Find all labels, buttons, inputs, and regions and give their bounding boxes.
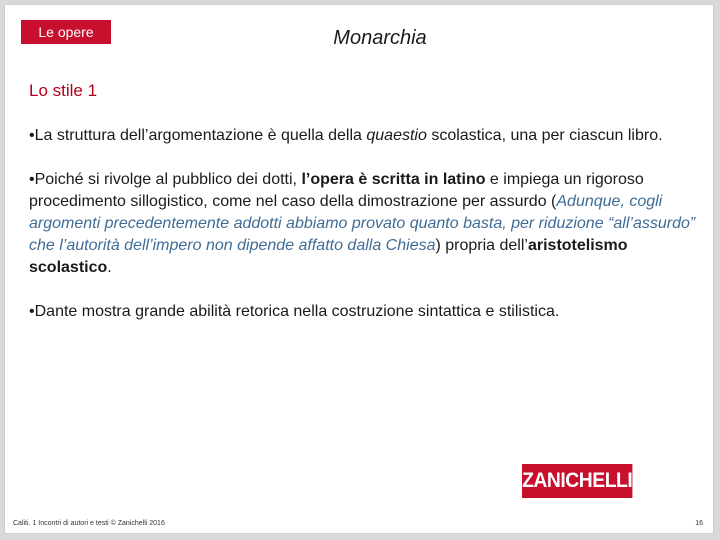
bullet-text: e impiega un rigoroso procedimento sillogistico, come nel caso della dimostrazione per assurdo ( xyxy=(29,171,644,210)
bullet-language xyxy=(29,169,699,279)
bullet-structure xyxy=(29,125,699,147)
bullet-marker: • xyxy=(29,127,35,144)
bullet-text: ) propria dell’ xyxy=(435,237,528,254)
quote-passage: Adunque, cogli argomenti precedentemente addotti abbiamo provato quanto basta, per riduzione “all’assurdo” che l’autorità dell’impero non dipende affatto dalla Chiesa xyxy=(29,193,696,254)
bullet-marker: • xyxy=(29,171,35,188)
bullet-list xyxy=(29,125,699,345)
bullet-text: . xyxy=(107,259,112,276)
slide xyxy=(4,4,714,534)
bullet-text: scolastica, una per ciascun libro. xyxy=(426,127,663,144)
section-tag: Le opere xyxy=(21,20,111,44)
bullet-marker: • xyxy=(29,303,35,320)
bullet-text: La struttura dell’argomentazione è quella della xyxy=(34,127,367,144)
slide-title: Monarchia xyxy=(333,27,427,49)
footer-credit: Caliti. 1 Incontri di autori e testi © Zanichelli 2016 xyxy=(13,520,165,527)
slide-subtitle: Lo stile 1 xyxy=(29,81,98,100)
bullet-text: Dante mostra grande abilità retorica nella costruzione sintattica e stilistica. xyxy=(34,303,560,320)
bullet-rhetoric xyxy=(29,301,699,323)
bold-latin-phrase: l’opera è scritta in latino xyxy=(301,171,486,188)
bold-aristotelism: aristotelismo scolastico xyxy=(29,237,628,276)
quaestio-term: quaestio xyxy=(366,127,427,144)
zanichelli-logo: ZANICHELLI xyxy=(522,464,632,498)
page-number: 16 xyxy=(695,520,703,527)
bullet-text: Poiché si rivolge al pubblico dei dotti, xyxy=(34,171,302,188)
